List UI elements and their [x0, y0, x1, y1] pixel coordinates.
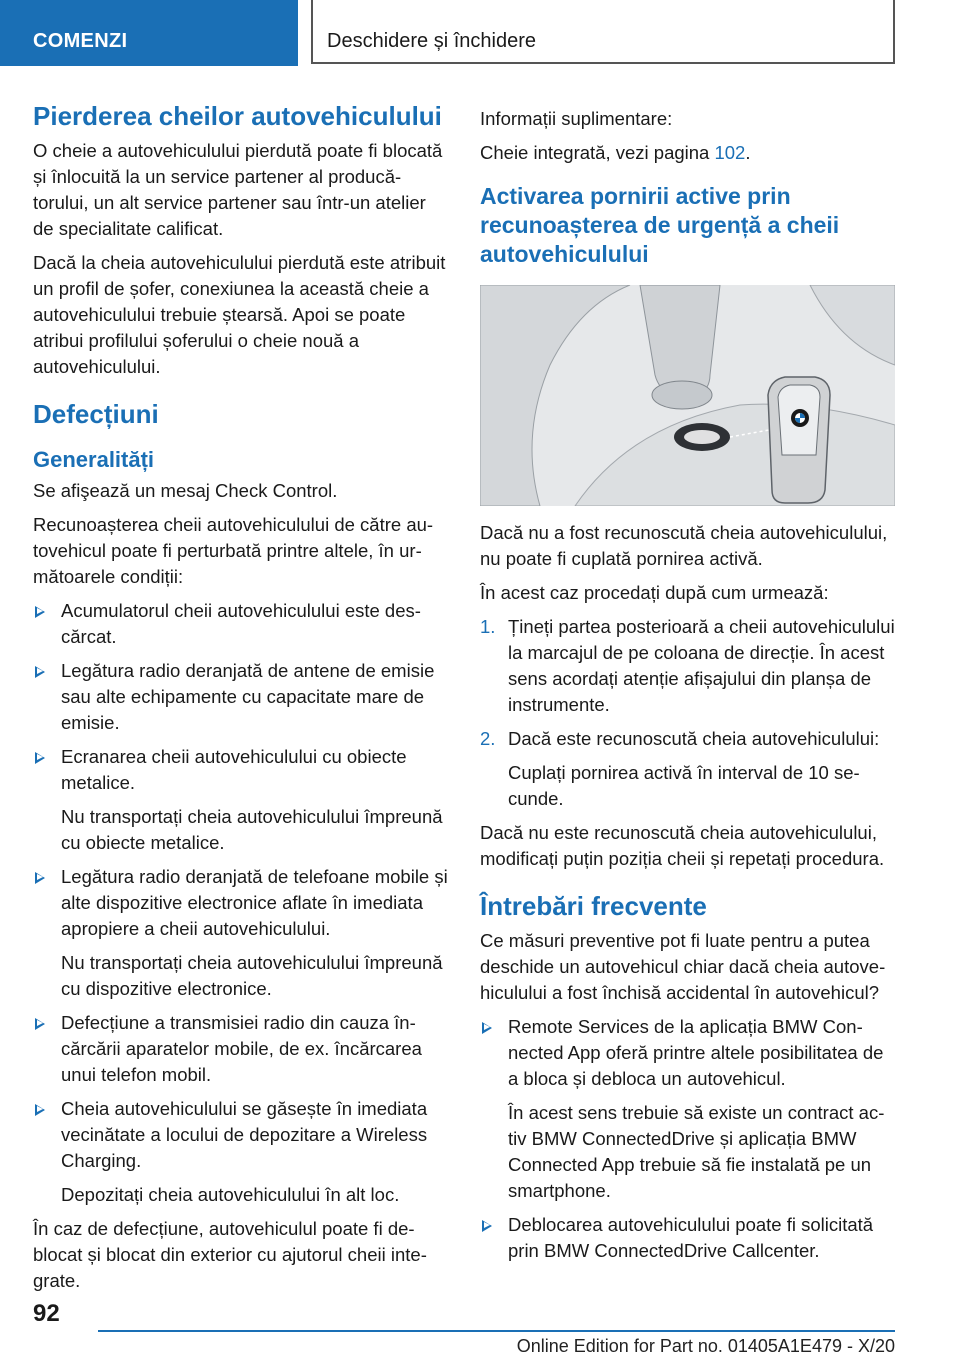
list-item-note: În acest sens trebuie să existe un contract activ BMW ConnectedDrive și aplicația BMW Connected App trebuie să fie instalată pe un smartphone.	[508, 1102, 885, 1201]
paragraph: Dacă la cheia autovehiculului pierdută este atribuit un profil de șofer, conexiunea la această cheie a autovehiculului trebuie ștearsă. Apoi se poate atribui profilului șoferului o cheie nouă a autovehiculului.	[33, 252, 446, 377]
steering-column-key-illustration	[480, 285, 895, 506]
paragraph: Dacă nu este recunoscută cheia autovehiculului, modificați puțin poziția cheii și repetați procedura.	[480, 822, 885, 869]
steps-list	[480, 614, 895, 812]
footer-edition: Online Edition for Part no. 01405A1E479 - X/20	[516, 1336, 895, 1356]
paragraph: Informații suplimentare:	[480, 108, 673, 129]
paragraph: În caz de defecțiune, autovehiculul poate fi deblocat și blocat din exterior cu ajutorul cheii integrate.	[33, 1218, 427, 1291]
triangle-bullet-icon	[35, 752, 45, 764]
left-column	[33, 100, 448, 1302]
list-item: Deblocarea autovehiculului poate fi solicitată prin BMW ConnectedDrive Callcenter.	[480, 1212, 895, 1264]
page-reference-link[interactable]: 102	[714, 142, 746, 163]
paragraph: Recunoașterea cheii autovehiculului de către autovehicul poate fi perturbată printre altele, în următoarele condiții:	[33, 514, 434, 587]
page-number: 92	[33, 1300, 60, 1327]
heading-faq: Întrebări frecvente	[480, 891, 707, 921]
paragraph: În acest caz procedați după cum urmează:	[480, 582, 829, 603]
triangle-bullet-icon	[35, 666, 45, 678]
chapter-tab[interactable]	[311, 0, 895, 64]
faq-list	[480, 1014, 895, 1264]
paragraph-reference: Cheie integrată, vezi pagina 102.	[480, 142, 751, 163]
section-tab[interactable]	[0, 0, 298, 66]
list-item: Legătura radio deranjată de telefoane mobile și alte dispozitive electronice aflate în imediata apropiere a cheii autovehiculului. Nu transportați cheia autovehiculului împreună cu dispozitive electronice.	[33, 864, 448, 1002]
triangle-bullet-icon	[35, 1104, 45, 1116]
list-item: Legătura radio deranjată de antene de emisie sau alte echipamente cu capacitate mare de emisie.	[33, 658, 448, 736]
section-title: COMENZI	[33, 30, 128, 52]
triangle-bullet-icon	[482, 1022, 492, 1034]
list-item-note: Depozitați cheia autovehiculului în alt loc.	[61, 1184, 400, 1205]
list-item-note: Nu transportați cheia autovehiculului împreună cu obiecte metalice.	[61, 806, 443, 853]
heading-general: Generalități	[33, 447, 155, 472]
footer-divider	[98, 1330, 895, 1332]
triangle-bullet-icon	[35, 606, 45, 618]
list-item: Acumulatorul cheii autovehiculului este descărcat.	[33, 598, 448, 650]
conditions-list	[33, 598, 448, 1208]
triangle-bullet-icon	[35, 1018, 45, 1030]
triangle-bullet-icon	[35, 872, 45, 884]
chapter-title: Deschidere și închidere	[327, 30, 536, 52]
heading-emergency-start: Activarea pornirii active prin recunoașterea de urgență a cheii autovehiculului	[480, 183, 840, 267]
heading-faults: Defecțiuni	[33, 399, 159, 429]
right-column	[480, 106, 895, 1272]
step-note: Cuplați pornirea activă în interval de 10 secunde.	[508, 762, 860, 809]
step-number: 1.	[480, 616, 496, 637]
list-item: Remote Services de la aplicația BMW Connected App oferă printre altele posibilitatea de a bloca și debloca un autovehicul. În acest sens trebuie să existe un contract activ BMW ConnectedDrive și aplicația BMW Connected App trebuie să fie instalată pe un smartphone.	[480, 1014, 895, 1204]
step-number: 2.	[480, 728, 496, 749]
list-item: Cheia autovehiculului se găsește în imediata vecinătate a locului de depozitare a Wireless Charging. Depozitați cheia autovehiculului în alt loc.	[33, 1096, 448, 1208]
page-header	[0, 0, 960, 66]
list-item: Defecțiune a transmisiei radio din cauza încărcării aparatelor mobile, de ex. încărcarea unui telefon mobil.	[33, 1010, 448, 1088]
step-item: 2. Dacă este recunoscută cheia autovehiculului: Cuplați pornirea activă în interval de 10 secunde.	[480, 726, 895, 812]
paragraph: Ce măsuri preventive pot fi luate pentru a putea deschide un autovehicul chiar dacă cheia autovehiculului a fost închisă accidental în autovehicul?	[480, 930, 886, 1003]
list-item-note: Nu transportați cheia autovehiculului împreună cu dispozitive electronice.	[61, 952, 443, 999]
paragraph: Se afişează un mesaj Check Control.	[33, 480, 338, 501]
triangle-bullet-icon	[482, 1220, 492, 1232]
paragraph: Dacă nu a fost recunoscută cheia autovehiculului, nu poate fi cuplată pornirea activă.	[480, 522, 888, 569]
paragraph: O cheie a autovehiculului pierdută poate fi blocată și înlocuită la un service partener al producătorului, un alt service partener sau într-un atelier de specialitate calificat.	[33, 140, 443, 239]
list-item: Ecranarea cheii autovehiculului cu obiecte metalice. Nu transportați cheia autovehiculului împreună cu obiecte metalice.	[33, 744, 448, 856]
illustration-svg	[480, 285, 895, 506]
heading-lost-keys: Pierderea cheilor autovehiculului	[33, 101, 442, 131]
step-item: 1. Țineți partea posterioară a cheii autovehiculului la marcajul de pe coloana de direcție. În acest sens acordați atenție afișajului din planșa de instrumente.	[480, 616, 895, 715]
